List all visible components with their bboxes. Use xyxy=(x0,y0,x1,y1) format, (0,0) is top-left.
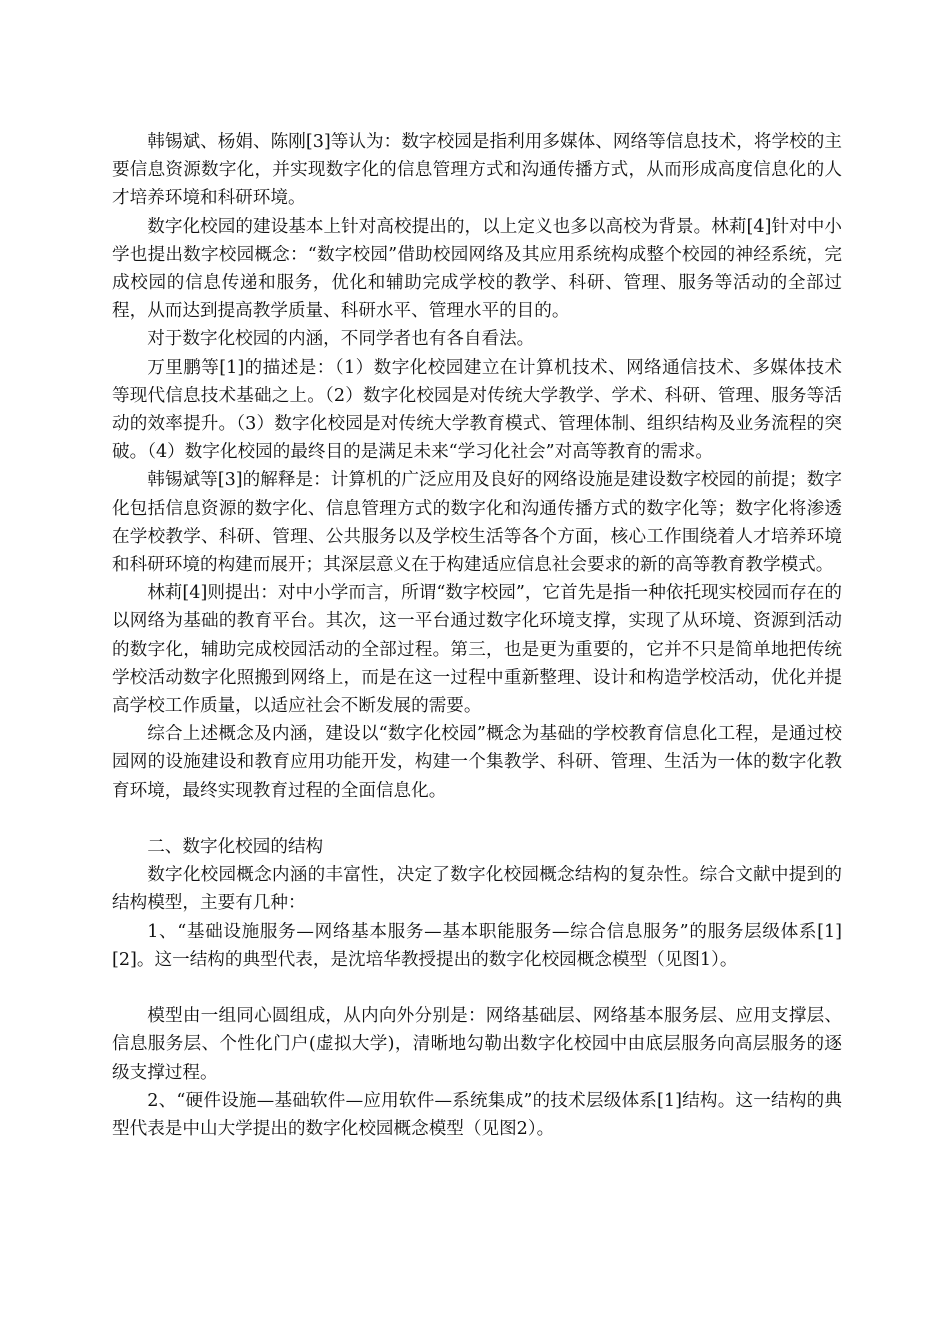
paragraph-digital-campus-definition: 韩锡斌、杨娟、陈刚[3]等认为：数字校园是指利用多媒体、网络等信息技术，将学校的主要信息资源数字化，并实现数字化的信息管理方式和沟通传播方式，从而形成高度信息化的人才培养环境和科研环境。 xyxy=(112,132,842,209)
paragraph-wan-lipeng-description: 万里鹏等[1]的描述是：（1）数字化校园建立在计算机技术、网络通信技术、多媒体技术等现代信息技术基础之上。（2）数字化校园是对传统大学教学、学术、科研、管理、服务等活动的效率提升。（3）数字化校园是对传统大学教育模式、管理体制、组织结构及业务流程的突破。（4）数字化校园的最终目的是满足未来“学习化社会”对高等教育的需求。 xyxy=(112,357,842,463)
paragraph-concentric-model: 模型由一组同心圆组成，从内向外分别是：网络基础层、网络基本服务层、应用支撑层、信息服务层、个性化门户(虚拟大学)，清晰地勾勒出数字化校园中由底层服务向高层服务的逐级支撑过程。 xyxy=(112,1006,842,1083)
paragraph-service-hierarchy: 1、“基础设施服务—网络基本服务—基本职能服务—综合信息服务”的服务层级体系[1] [2]。这一结构的典型代表，是沈培华教授提出的数字化校园概念模型（见图1）。 xyxy=(112,921,842,970)
blank-line xyxy=(112,974,842,1002)
paragraph-summary: 综合上述概念及内涵，建设以“数字化校园”概念为基础的学校教育信息化工程，是通过校园网的设施建设和教育应用功能开发，构建一个集教学、科研、管理、生活为一体的数字化教育环境，最终实现教育过程的全面信息化。 xyxy=(112,724,842,801)
paragraph-lin-li-proposal: 林莉[4]则提出：对中小学而言，所谓“数字校园”，它首先是指一种依托现实校园而存在的以网络为基础的教育平台。其次，这一平台通过数字化环境支撑，实现了从环境、资源到活动的数字化，辅助完成校园活动的全部过程。第三，也是更为重要的，它并不只是简单地把传统学校活动数字化照搬到网络上，而是在这一过程中重新整理、设计和构造学校活动，优化并提高学校工作质量，以适应社会不断发展的需要。 xyxy=(112,583,842,717)
blank-line xyxy=(112,805,842,833)
paragraph-structure-intro: 数字化校园概念内涵的丰富性，决定了数字化校园概念结构的复杂性。综合文献中提到的结构模型，主要有几种： xyxy=(112,865,842,914)
paragraph-technology-hierarchy: 2、“硬件设施—基础软件—应用软件—系统集成”的技术层级体系[1]结构。这一结构的典型代表是中山大学提出的数字化校园概念模型（见图2）。 xyxy=(112,1090,842,1140)
paragraph-connotation-intro: 对于数字化校园的内涵，不同学者也有各自看法。 xyxy=(147,329,535,350)
document-page xyxy=(112,128,842,1143)
paragraph-k12-digital-campus: 数字化校园的建设基本上针对高校提出的，以上定义也多以高校为背景。林莉[4]针对中小学也提出数字校园概念：“数字校园”借助校园网络及其应用系统构成整个校园的神经系统，完成校园的信息传递和服务，优化和辅助完成学校的教学、科研、管理、服务等活动的全部过程，从而达到提高教学质量、科研水平、管理水平的目的。 xyxy=(112,216,842,322)
paragraph-han-xibin-explanation: 韩锡斌等[3]的解释是：计算机的广泛应用及良好的网络设施是建设数字校园的前提；数字化包括信息资源的数字化、信息管理方式的数字化和沟通传播方式的数字化等；数字化将渗透在学校教学、科研、管理、公共服务以及学校生活等各个方面，核心工作围绕着人才培养环境和科研环境的构建而展开；其深层意义在于构建适应信息社会要求的新的高等教育教学模式。 xyxy=(112,470,842,576)
section-heading: 二、数字化校园的结构 xyxy=(147,837,324,858)
